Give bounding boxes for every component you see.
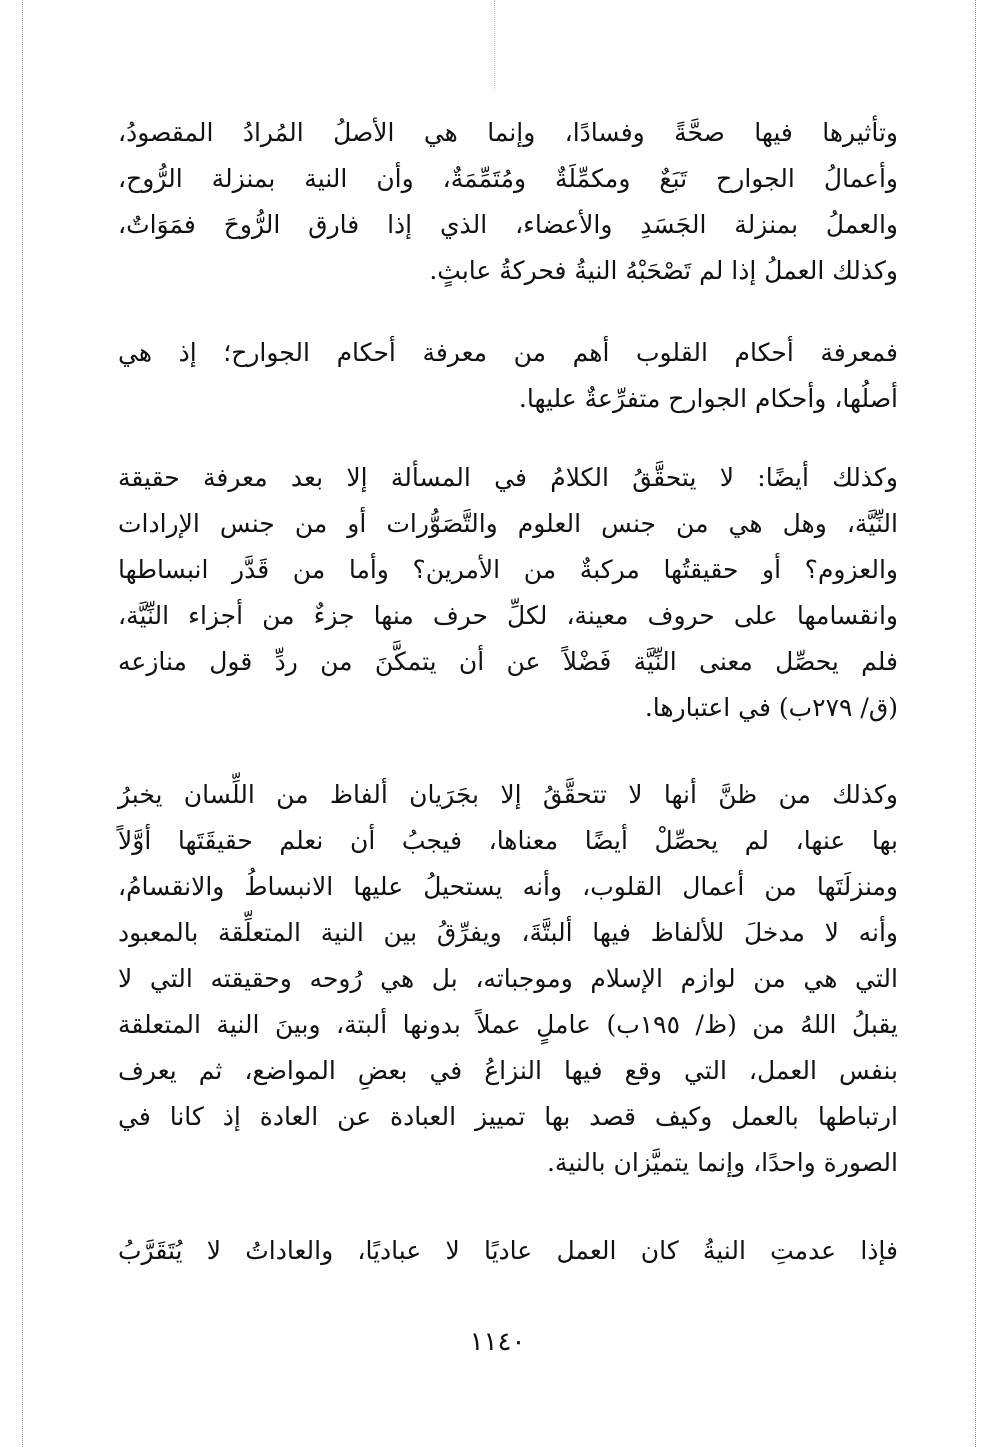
text-line: فمعرفة أحكام القلوب أهم من معرفة أحكام الجوارح؛ إذ هي (118, 338, 898, 367)
text-line: فلم يحصِّل معنى النِّيَّة فَضْلاً عن أن يتمكَّنَ من ردِّ قول منازعه (118, 647, 898, 676)
text-line: النِّيَّة، وهل هي من جنس العلوم والتَّصَوُّرات أو من جنس الإرادات (118, 509, 898, 538)
text-line: والعملُ بمنزلة الجَسَدِ والأعضاء، الذي إذا فارق الرُّوحَ فمَوَاتٌ، (118, 210, 898, 239)
text-line: (ق/ ٢٧٩ب) في اعتبارها. (644, 693, 898, 722)
text-line: بها عنها، لم يحصِّلْ أيضًا معناها، فيجبُ أن نعلم حقيقَتَها أوَّلاً (118, 826, 898, 855)
paragraph-1 (118, 110, 898, 294)
paragraph-4 (118, 772, 898, 1186)
text-line: بنفس العمل، التي وقع فيها النزاعُ في بعضِ المواضع، ثم يعرف (118, 1056, 898, 1085)
page-number: ١١٤٠ (469, 1327, 526, 1357)
text-line: أصلُها، وأحكام الجوارح متفرِّعةٌ عليها. (518, 384, 898, 413)
paragraph-5 (118, 1228, 898, 1274)
text-line: يقبلُ اللهُ من (ظ/ ١٩٥ب) عاملٍ عملاً بدونها ألبتة، وبينَ النية المتعلقة (118, 1010, 898, 1039)
text-line: وانقسامها على حروف معينة، لكلِّ حرف منها جزءٌ من أجزاء النِّيَّة، (118, 601, 898, 630)
text-line: وأعمالُ الجوارح تَبَعٌ ومكمِّلَةٌ ومُتَمِّمَةٌ، وأن النية بمنزلة الرُّوح، (118, 164, 898, 193)
text-line: وكذلك العملُ إذا لم تَصْحَبْهُ النيةُ فحركةُ عابثٍ. (429, 256, 898, 285)
text-line: وكذلك من ظنَّ أنها لا تتحقَّقُ إلا بجَرَيان ألفاظ من اللِّسان يخبرُ (118, 780, 898, 809)
text-line: الصورة واحدًا، وإنما يتميَّزان بالنية. (546, 1148, 898, 1177)
left-margin-dotted-rule (22, 0, 23, 1447)
text-line: التي هي من لوازم الإسلام وموجباته، بل هي رُوحه وحقيقته التي لا (118, 964, 898, 993)
right-margin-dotted-rule (975, 0, 976, 1447)
text-line: وأنه لا مدخلَ للألفاظ فيها ألبتَّةَ، ويفرِّقُ بين النية المتعلِّقة بالمعبود (118, 918, 898, 947)
text-line: والعزوم؟ أو حقيقتُها مركبةٌ من الأمرين؟ وأما من قَدَّر انبساطها (118, 555, 898, 584)
text-line: وتأثيرها فيها صحَّةً وفسادًا، وإنما هي الأصلُ المُرادُ المقصودُ، (118, 118, 898, 147)
paragraph-2 (118, 330, 898, 422)
top-center-dotted-mark (494, 0, 495, 90)
text-line: ومنزلَتَها من أعمال القلوب، وأنه يستحيلُ عليها الانبساطُ والانقسامُ، (118, 872, 898, 901)
text-line: ارتباطها بالعمل وكيف قصد بها تمييز العبادة عن العادة إذ كانا في (118, 1102, 898, 1131)
paragraph-3 (118, 455, 898, 731)
text-line: فإذا عدمتِ النيةُ كان العمل عاديًا لا عباديًا، والعاداتُ لا يُتَقَرَّبُ (118, 1236, 898, 1265)
text-line: وكذلك أيضًا: لا يتحقَّقُ الكلامُ في المسألة إلا بعد معرفة حقيقة (118, 463, 898, 492)
